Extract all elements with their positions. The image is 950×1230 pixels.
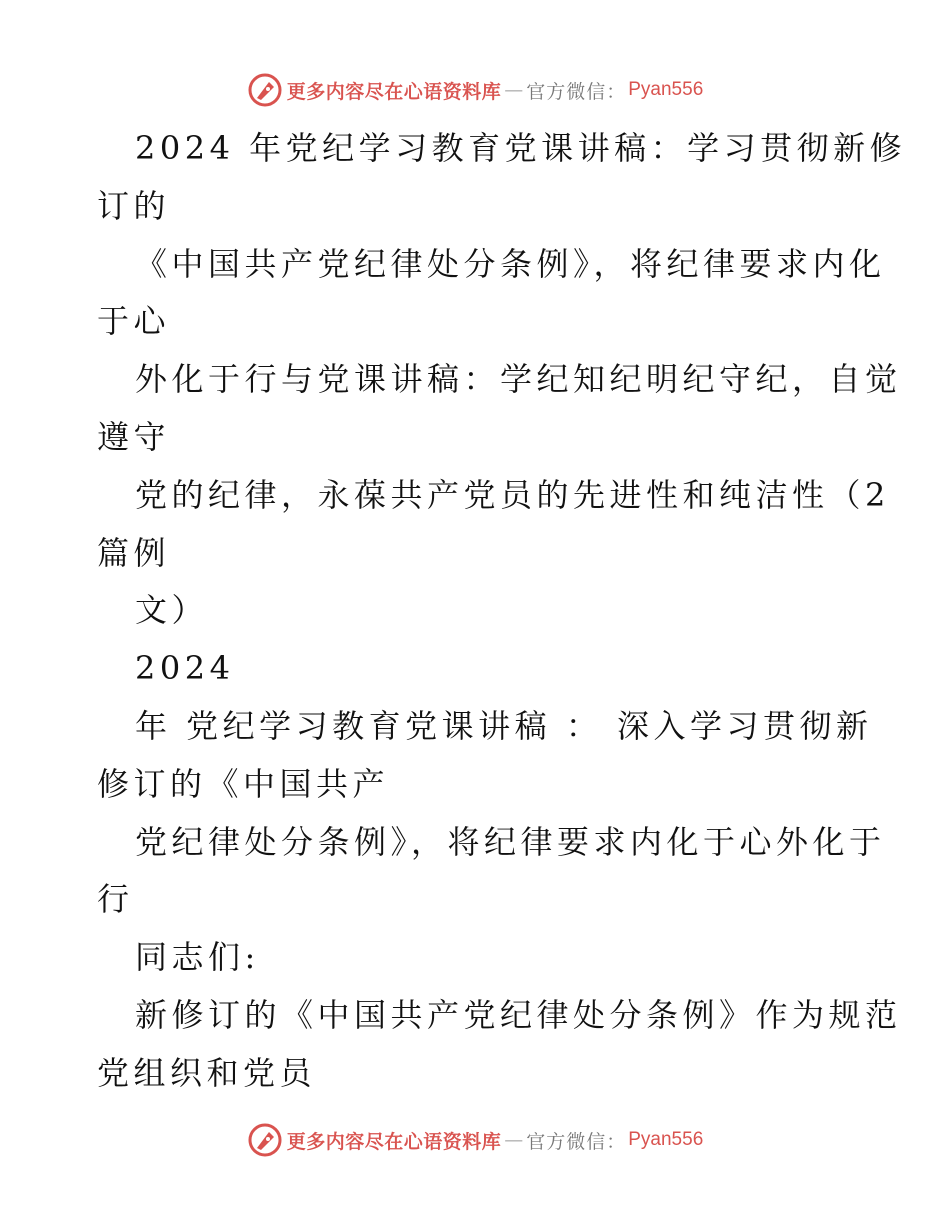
text-line: 年 党纪学习教育党课讲稿 ： 深入学习贯彻新 xyxy=(135,706,873,745)
text-line: 党组织和党员 xyxy=(97,1053,317,1092)
text-line: 订的 xyxy=(97,186,171,225)
text-line: 新修订的《中国共产党纪律处分条例》作为规范 xyxy=(135,995,902,1034)
text-line: 同志们: xyxy=(135,938,260,977)
banner-wechat-label: 官方微信： xyxy=(526,80,627,103)
text-line: 《中国共产党纪律处分条例》，将纪律要求内化 xyxy=(135,244,886,283)
pen-nib-logo-icon xyxy=(247,1122,283,1158)
header-banner xyxy=(0,70,950,110)
banner-site-name: 更多内容尽在心语资料库 xyxy=(286,1130,502,1153)
text-line: 篇例 xyxy=(97,533,171,572)
text-line: 于心 xyxy=(97,302,171,341)
text-line: 2024 xyxy=(135,649,235,688)
pen-nib-logo-icon xyxy=(247,72,283,108)
text-line: 党的纪律，永葆共产党员的先进性和纯洁性（2 xyxy=(135,475,890,514)
text-line: 文） xyxy=(135,591,209,630)
banner-site-name: 更多内容尽在心语资料库 xyxy=(286,80,502,103)
document-body xyxy=(97,120,907,1103)
text-line: 外化于行与党课讲稿：学纪知纪明纪守纪，自觉 xyxy=(135,360,902,399)
text-line: 遵守 xyxy=(97,417,171,456)
text-line: 2024 年党纪学习教育党课讲稿：学习贯彻新修 xyxy=(135,129,907,167)
banner-separator: — xyxy=(504,1129,524,1151)
banner-separator: — xyxy=(504,79,524,101)
banner-wechat-id: Pyan556 xyxy=(628,79,704,100)
footer-banner xyxy=(0,1120,950,1160)
text-line: 党纪律处分条例》，将纪律要求内化于心外化于 xyxy=(135,822,886,861)
text-line: 行 xyxy=(97,880,134,919)
banner-wechat-label: 官方微信： xyxy=(526,1130,627,1153)
text-line: 修订的《中国共产 xyxy=(97,764,390,803)
banner-wechat-id: Pyan556 xyxy=(628,1129,704,1150)
